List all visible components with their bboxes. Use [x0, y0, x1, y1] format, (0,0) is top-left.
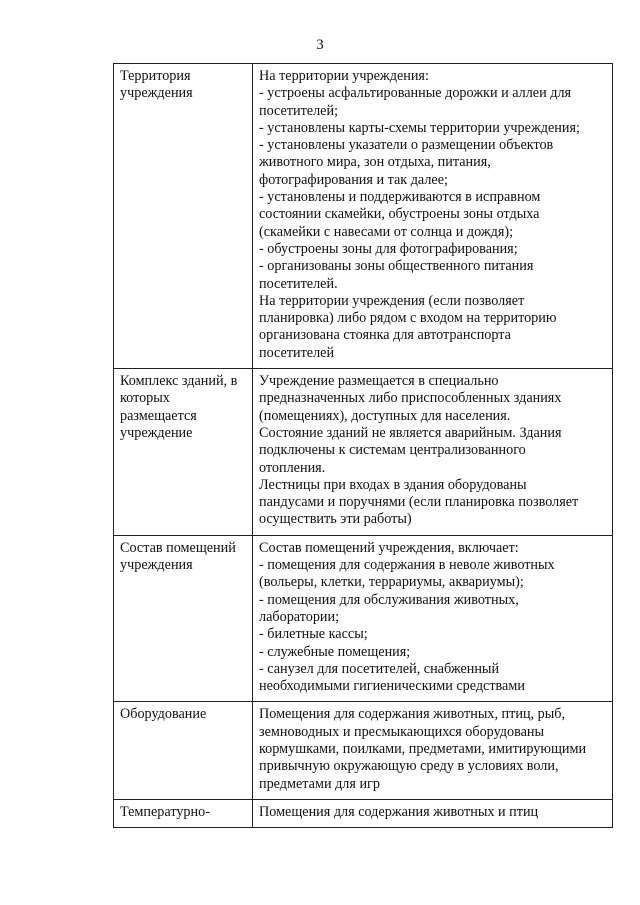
- content-line: отопления.: [259, 459, 326, 476]
- content-line: Помещения для содержания животных, птиц, рыб,: [259, 706, 566, 723]
- table-row: [114, 702, 613, 799]
- row-label-line: учреждение: [120, 424, 193, 441]
- row-label-line: учреждения: [120, 557, 193, 574]
- content-line: Лестницы при входах в здания оборудованы: [259, 476, 527, 493]
- content-line: - помещения для содержания в неволе животных: [259, 557, 555, 574]
- page-number: 3: [316, 37, 324, 53]
- row-label-line: Температурно-: [120, 803, 210, 820]
- content-line: посетителей.: [259, 275, 338, 292]
- content-line: животного мира, зон отдыха, питания,: [259, 154, 491, 171]
- row-label-line: Территория: [120, 68, 191, 84]
- row-label-cell: [114, 64, 253, 369]
- row-content-cell: [253, 799, 613, 827]
- table-row: [114, 799, 613, 827]
- content-line: (скамейки с навесами от солнца и дождя);: [259, 223, 514, 240]
- row-label-line: учреждения: [120, 85, 193, 102]
- table-row: [114, 535, 613, 702]
- content-line: - билетные кассы;: [259, 626, 368, 643]
- content-line: земноводных и пресмыкающихся оборудованы: [259, 723, 545, 740]
- content-line: - обустроены зоны для фотографирования;: [259, 240, 518, 257]
- content-line: лаборатории;: [259, 608, 340, 625]
- row-label-cell: [114, 535, 253, 702]
- content-line: На территории учреждения (если позволяет: [259, 292, 525, 309]
- content-line: (вольеры, клетки, террариумы, аквариумы);: [259, 574, 524, 591]
- content-line: планировка) либо рядом с входом на территорию: [259, 310, 557, 327]
- content-line: Состояние зданий не является аварийным. Здания: [259, 424, 562, 441]
- content-line: привычную окружающую среду в условиях воли,: [259, 758, 559, 775]
- content-line: Учреждение размещается в специально: [259, 373, 499, 390]
- content-line: На территории учреждения:: [259, 68, 429, 84]
- table-row: [114, 369, 613, 536]
- content-line: организована стоянка для автотранспорта: [259, 327, 511, 344]
- content-line: Помещения для содержания животных и птиц: [259, 803, 539, 820]
- requirements-table: [113, 63, 613, 828]
- row-label-line: Оборудование: [120, 706, 207, 723]
- content-line: (помещениях), доступных для населения.: [259, 407, 511, 424]
- content-line: необходимыми гигиеническими средствами: [259, 678, 525, 695]
- content-line: - установлены и поддерживаются в исправном: [259, 189, 541, 206]
- row-label-line: Комплекс зданий, в: [120, 373, 238, 390]
- row-content-cell: [253, 535, 613, 702]
- content-line: - организованы зоны общественного питания: [259, 258, 534, 275]
- row-label-line: Состав помещений: [120, 539, 236, 556]
- content-line: состоянии скамейки, обустроены зоны отдыха: [259, 206, 540, 223]
- row-content-cell: [253, 64, 613, 369]
- table-row: [114, 64, 613, 369]
- content-line: - установлены указатели о размещении объектов: [259, 137, 554, 154]
- content-line: - помещения для обслуживания животных,: [259, 591, 519, 608]
- content-line: - устроены асфальтированные дорожки и аллеи для: [259, 85, 572, 102]
- row-label-line: размещается: [120, 407, 197, 424]
- content-line: осуществить эти работы): [259, 511, 412, 528]
- content-line: посетителей;: [259, 102, 339, 119]
- content-line: - служебные помещения;: [259, 643, 411, 660]
- content-line: подключены к системам централизованного: [259, 442, 526, 459]
- row-content-cell: [253, 369, 613, 536]
- row-label-cell: [114, 369, 253, 536]
- content-line: кормушками, поилками, предметами, имитирующими: [259, 740, 587, 757]
- content-line: - установлены карты-схемы территории учреждения;: [259, 119, 580, 136]
- row-label-cell: [114, 702, 253, 799]
- content-line: предметами для игр: [259, 775, 380, 792]
- content-line: пандусами и поручнями (если планировка позволяет: [259, 494, 579, 511]
- content-line: - санузел для посетителей, снабженный: [259, 660, 500, 677]
- content-line: фотографирования и так далее;: [259, 171, 448, 188]
- row-label-line: которых: [120, 390, 170, 407]
- row-label-cell: [114, 799, 253, 827]
- content-line: Состав помещений учреждения, включает:: [259, 539, 519, 556]
- content-line: предназначенных либо приспособленных зданиях: [259, 390, 562, 407]
- content-line: посетителей: [259, 344, 335, 361]
- row-content-cell: [253, 702, 613, 799]
